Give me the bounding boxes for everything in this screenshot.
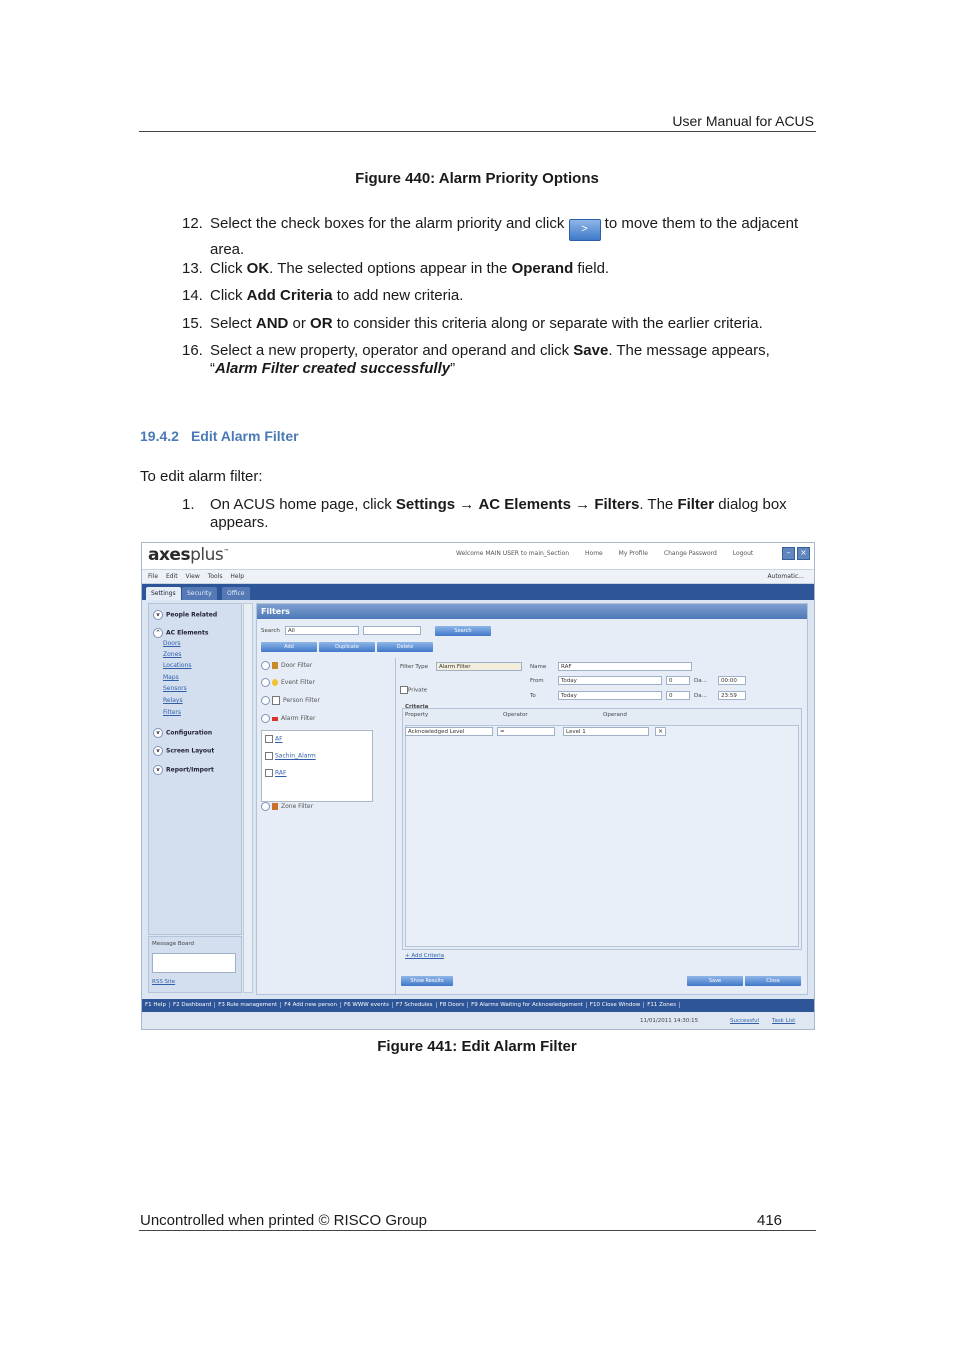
expand-icon xyxy=(261,696,270,705)
intro-text: To edit alarm filter: xyxy=(140,468,263,485)
nav-doors-link[interactable]: Doors xyxy=(163,640,181,647)
search-button[interactable]: Search xyxy=(435,626,491,636)
step-15: 15. Select AND or OR to consider this criteria along or separate with the earlier criteria. xyxy=(182,315,763,332)
to-days[interactable]: 0 xyxy=(666,691,690,700)
remove-criteria-icon[interactable]: ✕ xyxy=(655,727,666,736)
f9-alarms-waiting[interactable]: F9 Alarms Waiting for Acknowledgement xyxy=(468,1002,587,1008)
collapse-icon xyxy=(261,714,270,723)
f3-rule-management[interactable]: F3 Rule management xyxy=(215,1002,281,1008)
tab-office[interactable]: Office xyxy=(222,587,250,600)
expand-icon xyxy=(261,661,270,670)
duplicate-button[interactable]: Duplicate xyxy=(319,642,375,652)
header-rule xyxy=(139,131,816,132)
tree-door-filter[interactable]: Door Filter xyxy=(261,661,312,670)
section-heading: 19.4.2 Edit Alarm Filter xyxy=(140,428,299,444)
nav-configuration[interactable]: v Configuration xyxy=(153,728,212,738)
f6-www-events[interactable]: F6 WWW events xyxy=(341,1002,393,1008)
panel-title: Filters xyxy=(257,604,807,619)
task-list-link[interactable]: Task List xyxy=(772,1018,796,1024)
delete-button[interactable]: Delete xyxy=(377,642,433,652)
property-select[interactable]: Acknowledged Level xyxy=(405,727,493,736)
f11-zones[interactable]: F11 Zones xyxy=(644,1002,680,1008)
step-12: 12. Select the check boxes for the alarm priority and click > to move them to the adjacent area. xyxy=(182,215,799,258)
tree-alarm-filter[interactable]: Alarm Filter xyxy=(261,714,315,723)
message-board-text[interactable] xyxy=(152,953,236,973)
close-button[interactable]: Close xyxy=(745,976,801,986)
save-button[interactable]: Save xyxy=(687,976,743,986)
alarm-icon xyxy=(272,717,278,721)
operator-select[interactable]: = xyxy=(497,727,555,736)
status-successful-link[interactable]: Successful xyxy=(730,1018,760,1024)
checkbox-icon xyxy=(265,735,273,743)
running-header: User Manual for ACUS xyxy=(672,113,814,129)
nav-locations-link[interactable]: Locations xyxy=(163,662,192,669)
nav-filters-link[interactable]: Filters xyxy=(163,709,181,716)
f1-help[interactable]: F1 Help xyxy=(142,1002,170,1008)
panel-splitter[interactable] xyxy=(243,603,253,993)
menu-help[interactable]: Help xyxy=(230,573,245,580)
nav-ac-elements[interactable]: ^ AC Elements xyxy=(153,628,208,638)
tab-security[interactable]: Security xyxy=(182,587,217,600)
axesplus-logo: axesplus™ xyxy=(148,545,229,565)
filter-item-raf[interactable]: RAF xyxy=(265,769,286,777)
event-icon xyxy=(272,679,278,686)
search-select[interactable]: All xyxy=(285,626,359,635)
nav-screen-layout[interactable]: v Screen Layout xyxy=(153,746,214,756)
message-board: Message Board RSS Site xyxy=(148,936,242,993)
minimize-icon[interactable]: – xyxy=(782,547,795,560)
criteria-box: Criteria Property Operator Operand Acknowledged Level = Level 1 ✕ + Add Criteria xyxy=(402,708,802,950)
nav-report-import[interactable]: v Report/Import xyxy=(153,765,214,775)
menu-file[interactable]: File xyxy=(148,573,159,580)
f8-doors[interactable]: F8 Doors xyxy=(437,1002,469,1008)
checkbox-icon xyxy=(265,769,273,777)
f2-dashboard[interactable]: F2 Dashboard xyxy=(170,1002,215,1008)
menu-bar xyxy=(142,570,814,584)
to-time[interactable]: 23:59 xyxy=(718,691,746,700)
filter-type-select[interactable]: Alarm Filter xyxy=(436,662,522,671)
expand-icon: v xyxy=(153,728,163,738)
alarm-filter-list xyxy=(261,730,373,802)
welcome-text: Welcome MAIN USER to main_Section xyxy=(456,550,570,557)
change-password-link[interactable]: Change Password xyxy=(663,550,717,557)
to-select[interactable]: Today xyxy=(558,691,662,700)
f4-add-new-person[interactable]: F4 Add new person xyxy=(281,1002,341,1008)
door-icon xyxy=(272,662,278,669)
nav-relays-link[interactable]: Relays xyxy=(163,697,183,704)
name-input[interactable]: RAF xyxy=(558,662,692,671)
edit-alarm-filter-screenshot xyxy=(141,542,815,1030)
from-select[interactable]: Today xyxy=(558,676,662,685)
zone-icon xyxy=(272,803,278,810)
add-criteria-link[interactable]: + Add Criteria xyxy=(405,953,445,959)
my-profile-link[interactable]: My Profile xyxy=(618,550,648,557)
expand-icon: v xyxy=(153,765,163,775)
expand-icon: v xyxy=(153,610,163,620)
step-1: 1. On ACUS home page, click Settings → AC Elements → Filters. The Filter dialog box appears. xyxy=(182,496,787,531)
page-number: 416 xyxy=(757,1212,783,1229)
home-link[interactable]: Home xyxy=(585,550,603,557)
nav-sensors-link[interactable]: Sensors xyxy=(163,685,187,692)
checkbox-icon xyxy=(400,686,408,694)
close-icon[interactable]: × xyxy=(797,547,810,560)
tree-person-filter[interactable]: Person Filter xyxy=(261,696,320,705)
person-icon xyxy=(272,696,280,705)
nav-maps-link[interactable]: Maps xyxy=(163,674,179,681)
rss-site-link[interactable]: RSS Site xyxy=(152,979,176,985)
checkbox-icon xyxy=(265,752,273,760)
figure-440-caption: Figure 440: Alarm Priority Options xyxy=(355,170,599,187)
expand-icon: v xyxy=(153,746,163,756)
figure-441-caption: Figure 441: Edit Alarm Filter xyxy=(377,1038,577,1055)
filter-item-af[interactable]: AF xyxy=(265,735,283,743)
filter-details: Filter Type Alarm Filter Name RAF Private From Today 0 Da... 00:00 To Today 0 Da... 23:59 Criteria Property Operator Operand Acknowledged Level = Level 1 ✕ + Add Criteria xyxy=(395,658,808,994)
nav-people-related[interactable]: v People Related xyxy=(153,610,217,620)
nav-zones-link[interactable]: Zones xyxy=(163,651,182,658)
menu-tools[interactable]: Tools xyxy=(207,573,223,580)
move-right-button-icon: > xyxy=(569,219,601,241)
step-16: 16. Select a new property, operator and operand and click Save. The message appears, “Alarm Filter created successfully” xyxy=(182,342,770,377)
from-days[interactable]: 0 xyxy=(666,676,690,685)
show-results-button[interactable]: Show Results xyxy=(401,976,453,986)
status-bar xyxy=(142,1013,814,1029)
from-time[interactable]: 00:00 xyxy=(718,676,746,685)
f7-schedules[interactable]: F7 Schedules xyxy=(393,1002,437,1008)
menu-view[interactable]: View xyxy=(185,573,200,580)
search-input[interactable] xyxy=(363,626,421,635)
tab-settings[interactable]: Settings xyxy=(146,587,181,600)
expand-icon xyxy=(261,802,270,811)
private-checkbox[interactable]: Private xyxy=(400,686,427,694)
step-13: 13. Click OK. The selected options appear in the Operand field. xyxy=(182,260,610,277)
automatic-link[interactable]: Automatic... xyxy=(767,573,804,580)
tree-zone-filter[interactable]: Zone Filter xyxy=(261,802,313,811)
app-header xyxy=(142,543,814,570)
add-button[interactable]: Add xyxy=(261,642,317,652)
tree-event-filter[interactable]: Event Filter xyxy=(261,678,315,687)
collapse-icon: ^ xyxy=(153,628,163,638)
menu-edit[interactable]: Edit xyxy=(165,573,178,580)
footer-rule xyxy=(139,1230,816,1231)
tab-strip xyxy=(142,584,814,600)
logout-link[interactable]: Logout xyxy=(732,550,754,557)
step-14: 14. Click Add Criteria to add new criteria. xyxy=(182,287,464,304)
operand-select[interactable]: Level 1 xyxy=(563,727,649,736)
function-key-bar xyxy=(142,999,814,1012)
left-navigation xyxy=(148,603,242,935)
filter-item-sachin-alarm[interactable]: Sachin_Alarm xyxy=(265,752,316,760)
footer-text: Uncontrolled when printed © RISCO Group xyxy=(140,1212,428,1229)
status-datetime: 11/01/2011 14:30:15 xyxy=(640,1018,699,1024)
f10-close-window[interactable]: F10 Close Window xyxy=(587,1002,644,1008)
top-links xyxy=(456,550,767,557)
expand-icon xyxy=(261,678,270,687)
filters-panel: Filters Search All Search Add Duplicate Delete Door Filter Event Filter Person Filter Alarm Filter AF Sachin_Alarm RAF Zone Filter Filter Type Alarm Filter Name RAF Private From Today 0 Da... 00:00 To Today 0 Da... 23:59 Criteria Property Operator Operand Acknowledged Level = Level 1 ✕ + Add Criteria Show Results Save Close xyxy=(256,603,808,995)
